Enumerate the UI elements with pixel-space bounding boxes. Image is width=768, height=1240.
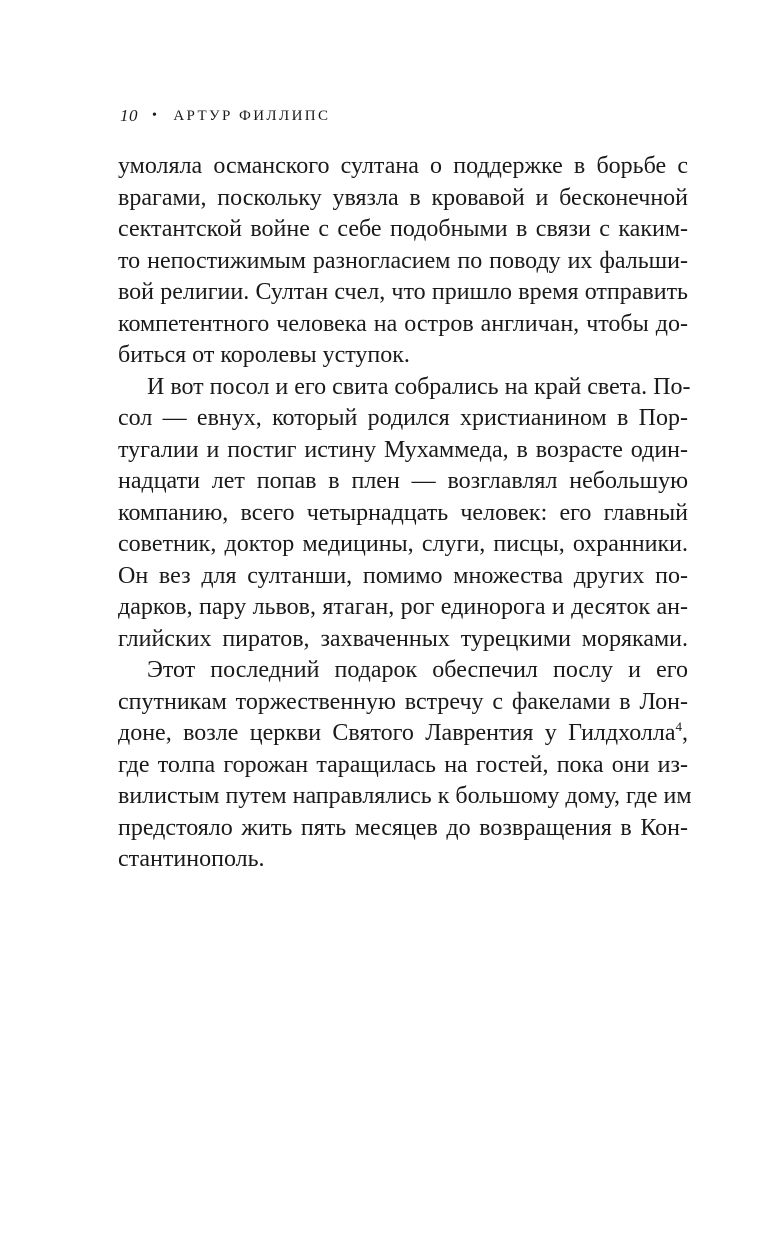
text-line: вой религии. Султан счел, что пришло время отправить: [118, 279, 688, 305]
text-line: предстояло жить пять месяцев до возвращения в Кон-: [118, 814, 688, 841]
text-line: сектантской войне с себе подобными в связи с каким-: [118, 216, 688, 242]
text-line: спутникам торжественную встречу с факелами в Лон-: [118, 688, 688, 715]
text-line: надцати лет попав в плен — возглавлял небольшую: [118, 468, 688, 494]
footnote-marker[interactable]: 4: [675, 719, 682, 734]
paragraph-3: [118, 655, 692, 876]
text-line: Он вез для султанши, помимо множества других по-: [118, 562, 688, 589]
header-separator: •: [152, 108, 160, 123]
body-text: [118, 151, 692, 876]
text-line: Этот последний подарок обеспечил послу и его: [147, 657, 688, 683]
header-author: АРТУР ФИЛЛИПС: [173, 107, 331, 124]
paragraph-1: [118, 151, 688, 372]
text-line: И вот посол и его свита собрались на край света. По-: [147, 373, 691, 400]
text-line-with-footnote: [118, 718, 688, 750]
line-punctuation: ,: [682, 720, 688, 746]
text-line: компетентного человека на остров англичан, чтобы до-: [118, 310, 688, 337]
page-number: 10: [120, 106, 138, 125]
text-line: умоляла османского султана о поддержке в борьбе с: [118, 153, 688, 179]
text-line: глийских пиратов, захваченных турецкими моряками.: [118, 625, 688, 652]
running-head: [120, 104, 330, 128]
paragraph-2: [118, 372, 691, 656]
text-line: врагами, поскольку увязла в кровавой и бесконечной: [118, 184, 688, 211]
text-line: то непостижимым разногласием по поводу их фальши-: [118, 247, 688, 274]
text-line: тугалии и постиг истину Мухаммеда, в возрасте один-: [118, 436, 688, 463]
text-line: сол — евнух, который родился христианином в Пор-: [118, 405, 688, 431]
text-line: стантинополь.: [118, 846, 265, 872]
text-line: вилистым путем направлялись к большому дому, где им: [118, 783, 692, 809]
text-line: советник, доктор медицины, слуги, писцы, охранники.: [118, 531, 688, 557]
text-line: где толпа горожан таращилась на гостей, пока они из-: [118, 751, 688, 778]
text-line: биться от королевы уступок.: [118, 342, 410, 368]
line-text: доне, возле церкви Святого Лаврентия у Гилдхолла: [118, 720, 676, 746]
text-line: компанию, всего четырнадцать человек: его главный: [118, 499, 688, 526]
text-line: дарков, пару львов, ятаган, рог единорога и десяток ан-: [118, 594, 688, 620]
